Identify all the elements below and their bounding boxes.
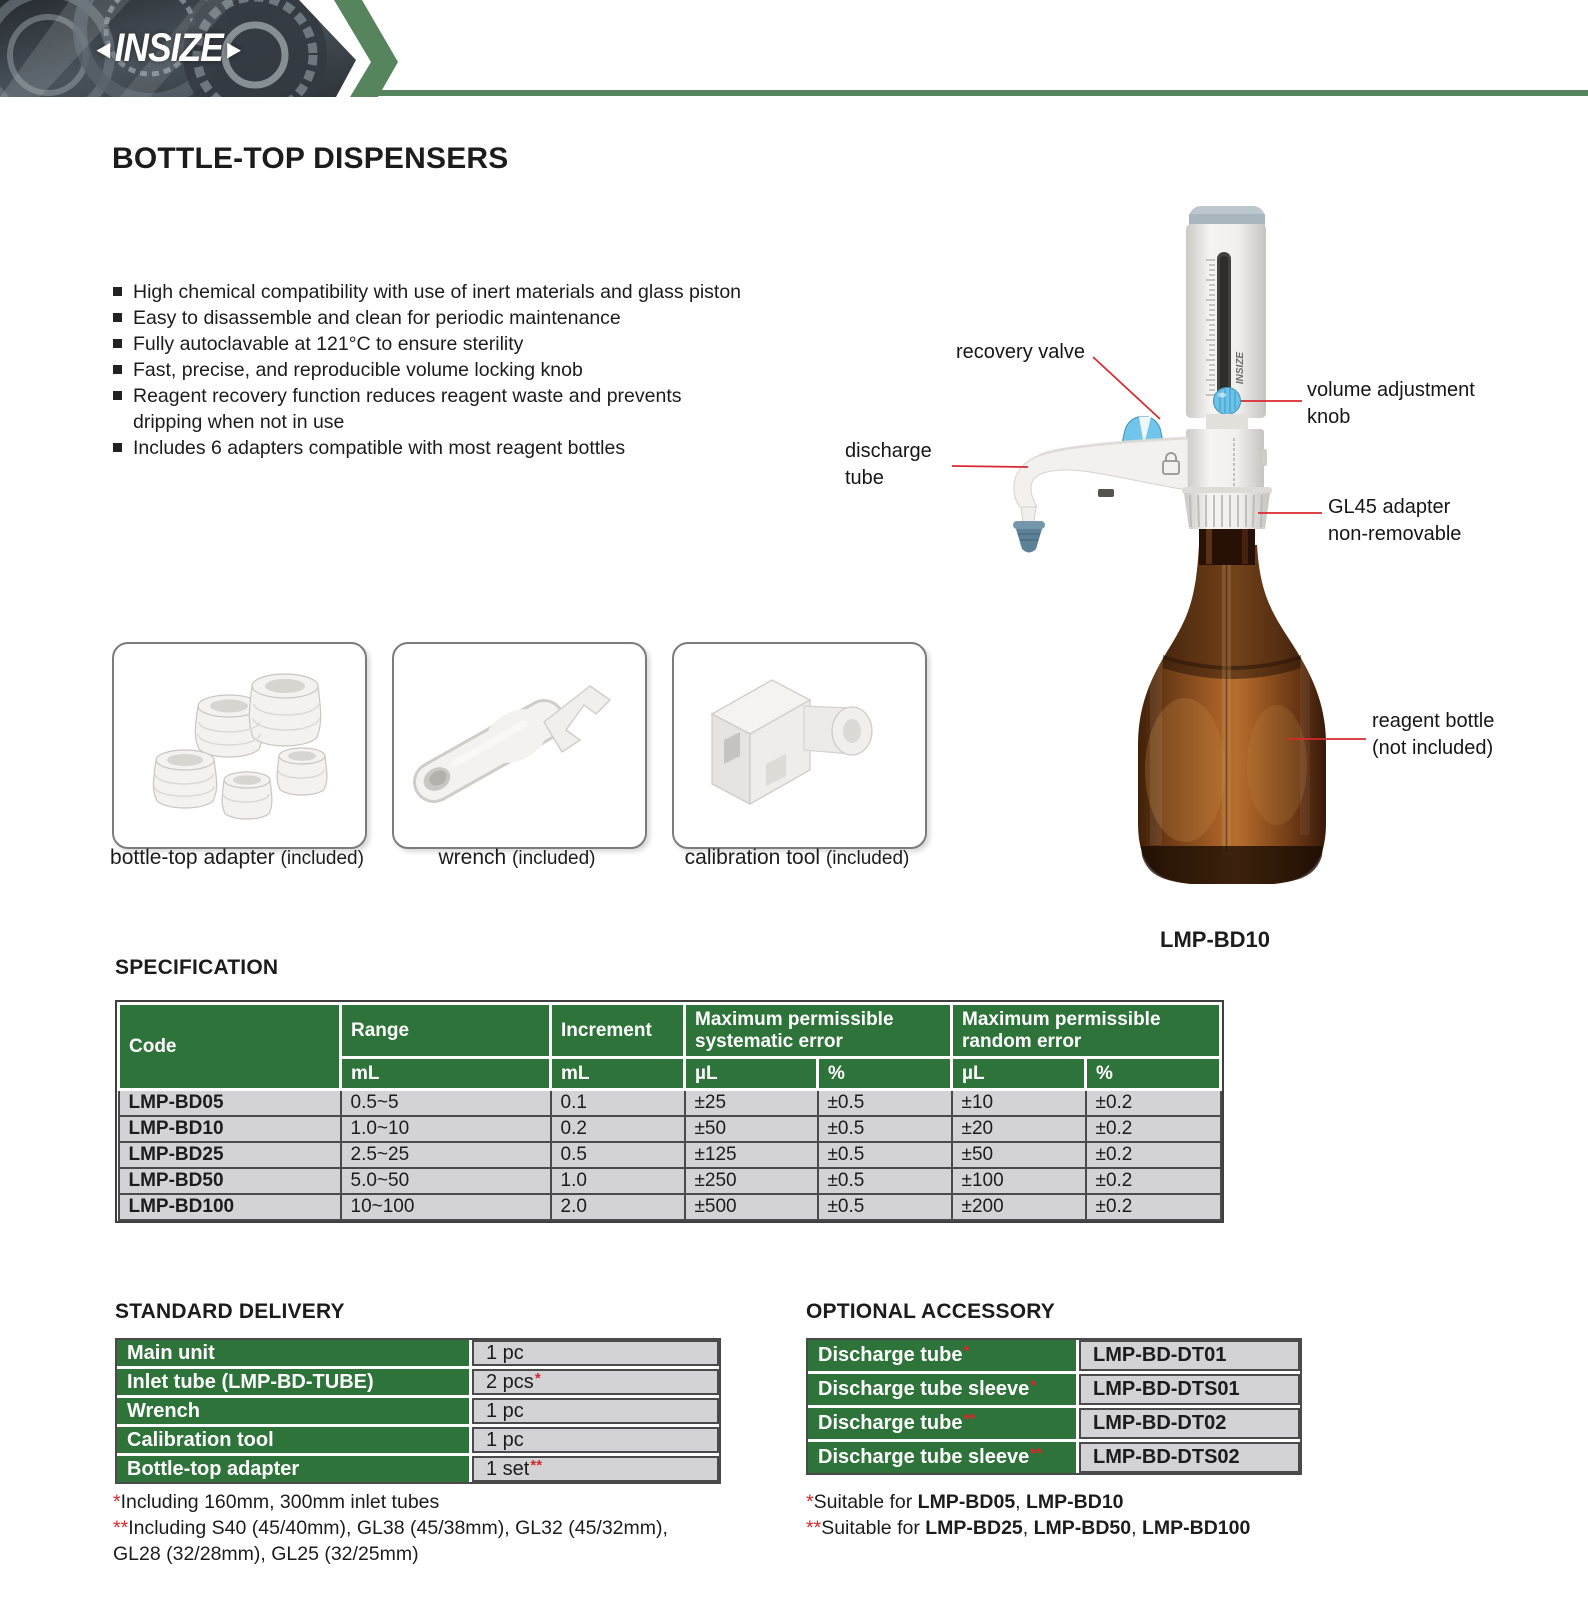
insize-logo [92, 22, 321, 74]
accessory-box-calibration [672, 642, 927, 849]
unit-range: mL [341, 1058, 551, 1090]
col-increment: Increment [551, 1004, 685, 1058]
unit-rand-pct: % [1086, 1058, 1221, 1090]
col-systematic-error: Maximum permissible systematic error [685, 1004, 952, 1058]
optional-row: Discharge tube ** LMP-BD-DT02 [808, 1408, 1300, 1439]
accessory-box-adapter [112, 642, 367, 849]
optional-accessory-footnotes [806, 1489, 1366, 1541]
accessory-box-wrench [392, 642, 647, 849]
bullet-square-icon [113, 443, 122, 452]
feature-item: Reagent recovery function reduces reagent waste and prevents dripping when not in use [113, 383, 793, 435]
footnote-mark: * [1030, 1377, 1037, 1394]
bullet-square-icon [113, 339, 122, 348]
logo-left-arrow-icon: ◄ [92, 34, 115, 64]
footnote: *Suitable for LMP-BD05, LMP-BD10 [806, 1491, 1124, 1513]
page-title: BOTTLE-TOP DISPENSERS [112, 142, 509, 175]
delivery-row: Bottle-top adapter 1 set ** [117, 1456, 719, 1482]
spec-row: LMP-BD05 0.5~5 0.1 ±25 ±0.5 ±10 ±0.2 [119, 1090, 1221, 1116]
specification-table [117, 1002, 1222, 1221]
specification-heading: SPECIFICATION [115, 956, 279, 979]
model-label: LMP-BD10 [1160, 927, 1271, 952]
logo-text: INSIZE [114, 26, 223, 70]
recovery-valve-line [1093, 357, 1160, 419]
optional-row: Discharge tube * LMP-BD-DT01 [808, 1340, 1300, 1371]
wrench-image [394, 644, 641, 843]
dispenser-illustration [930, 185, 1390, 955]
footnote-mark: * [534, 1369, 541, 1387]
callout-recovery-valve: recovery valve [956, 341, 1085, 363]
unit-rand-ul: µL [952, 1058, 1086, 1090]
unit-sys-pct: % [818, 1058, 952, 1090]
delivery-row: Main unit 1 pc [117, 1340, 719, 1366]
feature-item: Includes 6 adapters compatible with most reagent bottles [113, 435, 793, 461]
caption-calibration-tool: calibration tool (included) [684, 846, 910, 869]
spec-row: LMP-BD10 1.0~10 0.2 ±50 ±0.5 ±20 ±0.2 [119, 1116, 1221, 1142]
bullet-square-icon [113, 365, 122, 374]
reagent-bottle [1138, 527, 1326, 884]
callout-gl45: GL45 adapter non-removable [1328, 496, 1462, 545]
unit-increment: mL [551, 1058, 685, 1090]
calibration-tool-image [674, 644, 921, 843]
footnote-mark: ** [530, 1456, 543, 1474]
discharge-tube [1013, 438, 1188, 553]
scale-brand-text: INSIZE [1235, 351, 1246, 385]
caption-bottle-top-adapter: bottle-top adapter (included) [110, 846, 364, 869]
volume-adjustment-knob [1214, 388, 1241, 415]
unit-sys-ul: µL [685, 1058, 818, 1090]
feature-item: Easy to disassemble and clean for periodic maintenance [113, 305, 793, 331]
caption-wrench: wrench (included) [438, 846, 596, 869]
callout-volume-knob: volume adjustment knob [1307, 379, 1475, 428]
logo-right-arrow-icon: ► [222, 34, 246, 64]
standard-delivery-heading: STANDARD DELIVERY [115, 1300, 345, 1323]
feature-list [113, 279, 793, 461]
footnote-mark: ** [1030, 1445, 1042, 1462]
feature-item: High chemical compatibility with use of inert materials and glass piston [113, 279, 793, 305]
callout-reagent-bottle: reagent bottle (not included) [1372, 710, 1495, 759]
dispenser-body [1013, 206, 1272, 553]
footnote: **Suitable for LMP-BD25, LMP-BD50, LMP-BD100 [806, 1517, 1251, 1539]
bullet-square-icon [113, 391, 122, 400]
spec-row: LMP-BD25 2.5~25 0.5 ±125 ±0.5 ±50 ±0.2 [119, 1142, 1221, 1168]
footnote-mark: * [963, 1343, 970, 1360]
col-range: Range [341, 1004, 551, 1058]
optional-row: Discharge tube sleeve ** LMP-BD-DTS02 [808, 1442, 1300, 1473]
delivery-row: Calibration tool 1 pc [117, 1427, 719, 1453]
feature-item: Fully autoclavable at 121°C to ensure sterility [113, 331, 793, 357]
callout-discharge-tube: discharge tube [845, 440, 932, 489]
standard-delivery-table [115, 1338, 721, 1484]
bullet-square-icon [113, 313, 122, 322]
bottle-top-adapter-image [114, 644, 361, 843]
specification-table-wrap [115, 1000, 1224, 1223]
col-code: Code [119, 1004, 341, 1090]
bullet-square-icon [113, 287, 122, 296]
optional-accessory-table [806, 1338, 1302, 1475]
footnote-mark: ** [963, 1411, 976, 1428]
delivery-row: Inlet tube (LMP-BD-TUBE) 2 pcs * [117, 1369, 719, 1395]
standard-delivery-footnotes [113, 1489, 698, 1567]
feature-item: Fast, precise, and reproducible volume locking knob [113, 357, 793, 383]
discharge-tube-line [952, 466, 1028, 467]
spec-row: LMP-BD50 5.0~50 1.0 ±250 ±0.5 ±100 ±0.2 [119, 1168, 1221, 1194]
optional-accessory-heading: OPTIONAL ACCESSORY [806, 1300, 1056, 1323]
footnote: **Including S40 (45/40mm), GL38 (45/38mm), GL32 (45/32mm), GL28 (32/28mm), GL25 (32/25mm) [113, 1517, 668, 1565]
spec-table-body [119, 1090, 1221, 1220]
delivery-row: Wrench 1 pc [117, 1398, 719, 1424]
optional-row: Discharge tube sleeve * LMP-BD-DTS01 [808, 1374, 1300, 1405]
banner-line [370, 90, 1588, 96]
col-random-error: Maximum permissible random error [952, 1004, 1221, 1058]
footnote: *Including 160mm, 300mm inlet tubes [113, 1491, 440, 1513]
spec-row: LMP-BD100 10~100 2.0 ±500 ±0.5 ±200 ±0.2 [119, 1194, 1221, 1220]
gl45-adapter [1182, 487, 1272, 529]
